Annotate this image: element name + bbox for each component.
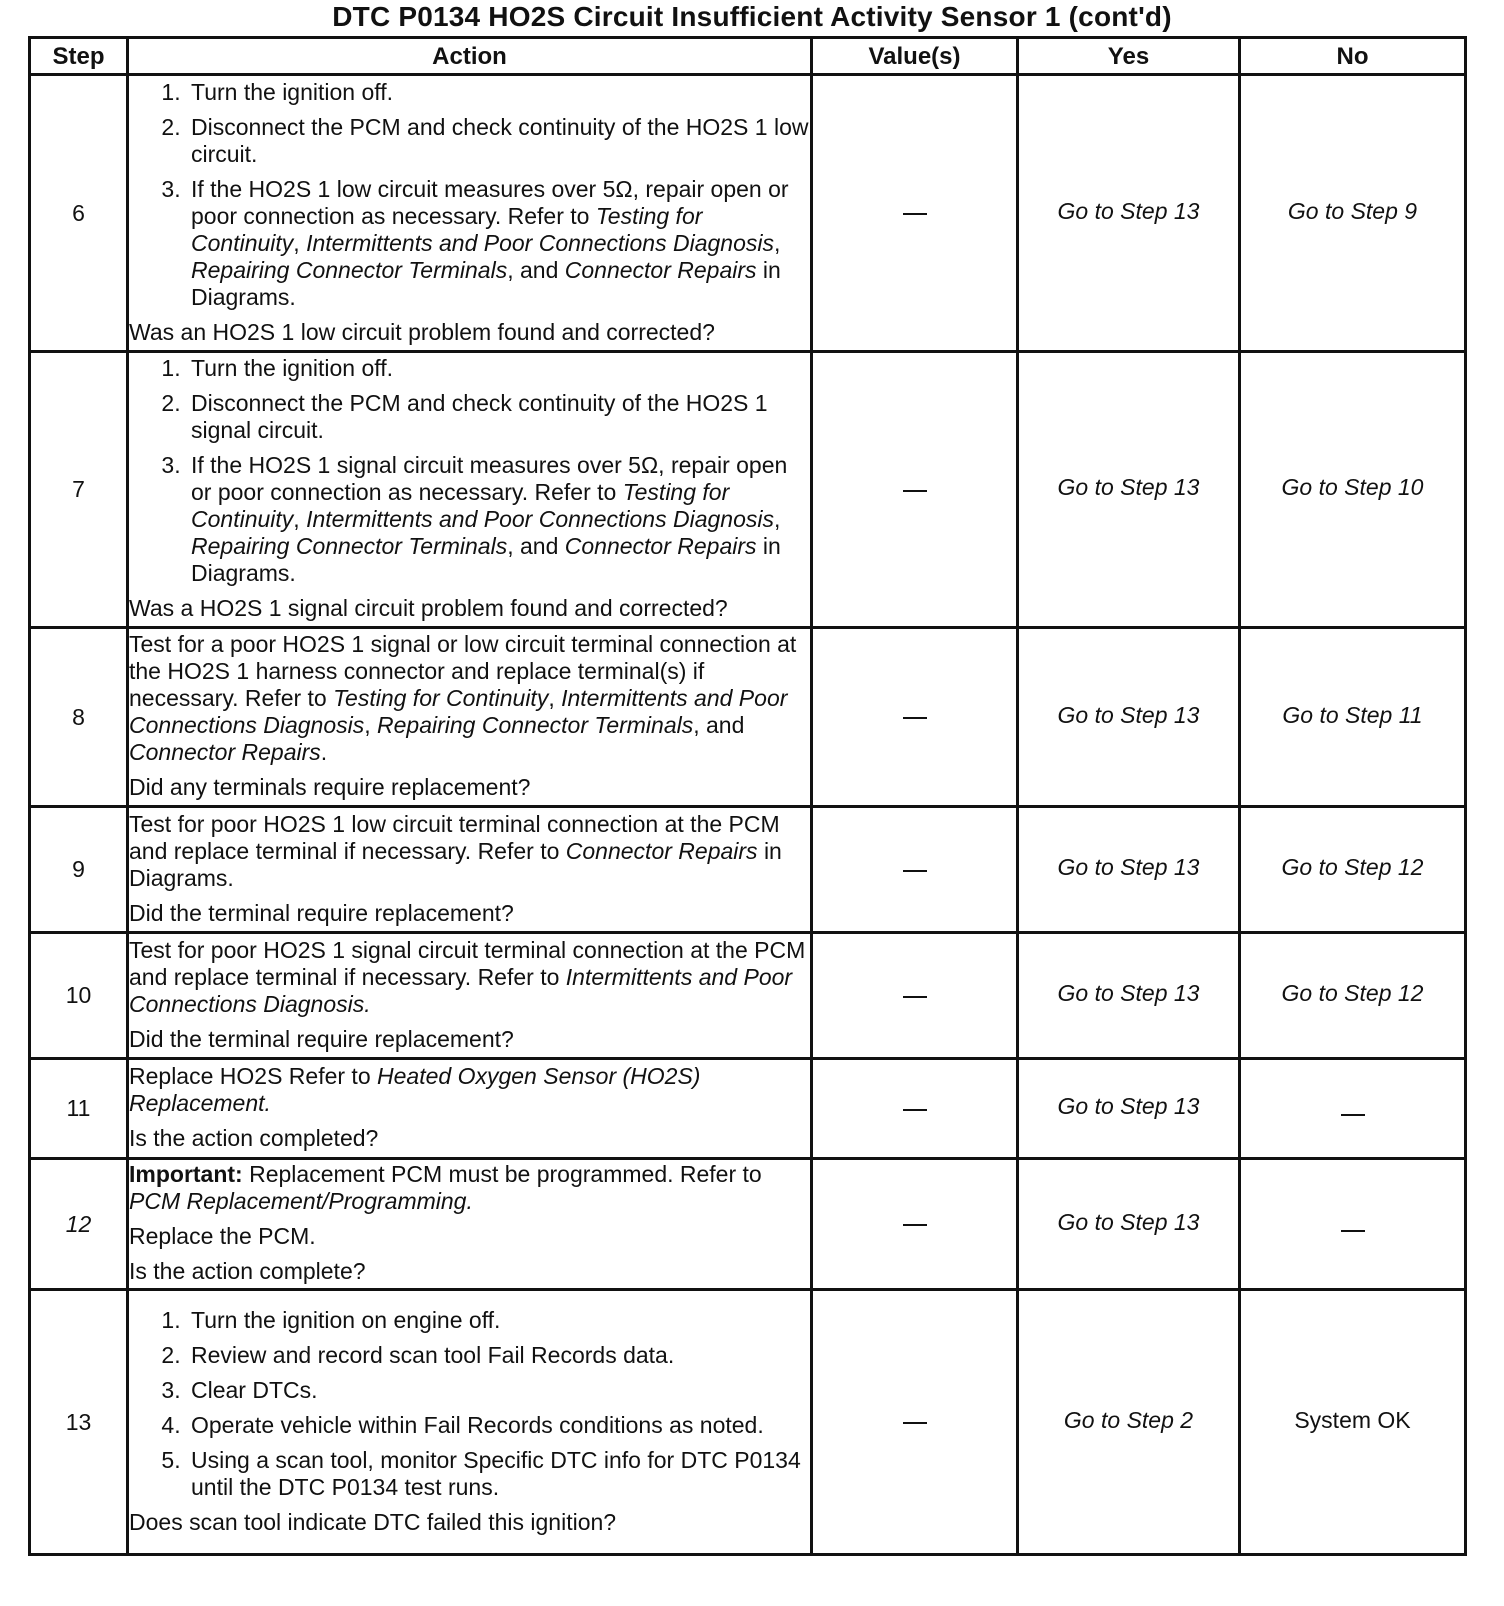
step-number: 13 <box>30 1290 128 1555</box>
yes-cell: Go to Step 13 <box>1018 352 1240 628</box>
reference-link: Intermittents and Poor Connections Diagnosis <box>129 685 788 738</box>
action-question: Does scan tool indicate DTC failed this ignition? <box>129 1508 617 1535</box>
value-cell <box>812 352 1018 628</box>
action-text: Test for poor HO2S 1 signal circuit terminal connection at the PCM and replace terminal if necessary. Refer to Intermittents and Poor Connections Diagnosis. <box>129 936 806 1017</box>
reference-link: Intermittents and Poor Connections Diagnosis <box>306 229 774 256</box>
reference-link: Repairing Connector Terminals <box>191 533 508 559</box>
reference-link: Connector Repairs <box>565 837 758 864</box>
value-cell <box>812 1159 1018 1290</box>
action-step: 2. Review and record scan tool Fail Records data. <box>187 1342 810 1369</box>
header-action: Action <box>128 38 812 75</box>
value-dash <box>903 870 927 872</box>
no-cell: Go to Step 11 <box>1240 628 1466 807</box>
action-question: Did the terminal require replacement? <box>129 1025 514 1052</box>
value-dash <box>903 996 927 998</box>
value-cell <box>812 1059 1018 1159</box>
action-cell <box>128 628 812 807</box>
important-label: Important: <box>129 1161 243 1187</box>
step-number: 10 <box>30 933 128 1059</box>
reference-link: Heated Oxygen Sensor (HO2S) Replacement. <box>129 1063 701 1116</box>
action-question: Did the terminal require replacement? <box>129 899 514 926</box>
header-value: Value(s) <box>812 38 1018 75</box>
reference-link: Intermittents and Poor Connections Diagnosis. <box>129 963 793 1017</box>
action-text: Test for a poor HO2S 1 signal or low circuit terminal connection at the HO2S 1 harness connector and replace terminal(s) if necessary. Refer to Testing for Continuity, Intermittents and Poor Connections Diagnosis, Repairing Connector Terminals, and Connector Repairs. <box>129 631 797 765</box>
action-text: Replace the PCM. <box>129 1223 316 1249</box>
table-row-step-13 <box>30 1290 1466 1555</box>
table-row-step-10 <box>30 933 1466 1059</box>
table-row-step-11 <box>30 1059 1466 1159</box>
action-steps-list <box>129 1307 810 1501</box>
action-cell <box>128 1159 812 1290</box>
yes-cell: Go to Step 13 <box>1018 807 1240 933</box>
no-cell: Go to Step 9 <box>1240 75 1466 352</box>
action-steps-list <box>129 355 810 587</box>
value-cell <box>812 628 1018 807</box>
action-question: Was a HO2S 1 signal circuit problem found and corrected? <box>129 595 728 621</box>
value-dash <box>903 1109 927 1111</box>
document-title: DTC P0134 HO2S Circuit Insufficient Activity Sensor 1 (cont'd) <box>332 1 1172 32</box>
action-question: Did any terminals require replacement? <box>129 774 531 800</box>
action-step: 5. Using a scan tool, monitor Specific DTC info for DTC P0134 until the DTC P0134 test runs. <box>187 1447 810 1501</box>
step-number: 7 <box>30 352 128 628</box>
value-dash <box>903 717 927 719</box>
step-number: 11 <box>30 1059 128 1159</box>
no-cell <box>1240 1159 1466 1290</box>
action-cell <box>128 933 812 1059</box>
reference-link: Repairing Connector Terminals <box>377 712 694 738</box>
table-header-row <box>30 38 1466 75</box>
action-step: 1. Turn the ignition off. <box>187 79 810 106</box>
value-cell <box>812 933 1018 1059</box>
reference-link: Testing for Continuity <box>333 685 549 711</box>
action-step: 2. Disconnect the PCM and check continuity of the HO2S 1 low circuit. <box>187 114 810 168</box>
step-number: 6 <box>30 75 128 352</box>
yes-cell: Go to Step 2 <box>1018 1290 1240 1555</box>
header-step: Step <box>30 38 128 75</box>
action-step: 1. Turn the ignition on engine off. <box>187 1307 810 1334</box>
no-cell: Go to Step 12 <box>1240 807 1466 933</box>
yes-cell: Go to Step 13 <box>1018 628 1240 807</box>
action-question: Is the action complete? <box>129 1258 366 1284</box>
step-number: 8 <box>30 628 128 807</box>
yes-cell: Go to Step 13 <box>1018 1059 1240 1159</box>
table-row-step-7 <box>30 352 1466 628</box>
table-row-step-6 <box>30 75 1466 352</box>
no-dash <box>1341 1114 1365 1116</box>
step-number: 9 <box>30 807 128 933</box>
action-cell <box>128 352 812 628</box>
action-step: 2. Disconnect the PCM and check continuity of the HO2S 1 signal circuit. <box>187 390 810 444</box>
value-cell <box>812 75 1018 352</box>
action-cell <box>128 1290 812 1555</box>
reference-link: Connector Repairs <box>564 256 757 283</box>
value-dash <box>903 1224 927 1226</box>
yes-cell: Go to Step 13 <box>1018 1159 1240 1290</box>
reference-link: Connector Repairs <box>564 533 757 559</box>
action-question: Is the action completed? <box>129 1125 379 1151</box>
table-row-step-9 <box>30 807 1466 933</box>
reference-link: Connector Repairs <box>129 739 321 765</box>
no-cell: Go to Step 12 <box>1240 933 1466 1059</box>
value-dash <box>903 213 927 215</box>
action-step: 3. If the HO2S 1 low circuit measures over 5Ω, repair open or poor connection as necessary. Refer to Testing for Continuity, Intermittents and Poor Connections Diagnosis, Repairing Connector Terminals, and Connector Repairs in Diagrams. <box>187 176 810 311</box>
value-cell <box>812 807 1018 933</box>
yes-cell: Go to Step 13 <box>1018 75 1240 352</box>
value-dash <box>903 490 927 492</box>
header-no: No <box>1240 38 1466 75</box>
action-step: 1. Turn the ignition off. <box>187 355 810 382</box>
value-dash <box>903 1422 927 1424</box>
action-steps-list <box>129 79 810 311</box>
reference-link: Testing for Continuity <box>191 479 730 532</box>
no-dash <box>1341 1230 1365 1232</box>
action-step: 4. Operate vehicle within Fail Records conditions as noted. <box>187 1412 810 1439</box>
action-cell <box>128 1059 812 1159</box>
reference-link: Testing for Continuity <box>191 202 703 256</box>
action-cell <box>128 75 812 352</box>
reference-link: Repairing Connector Terminals <box>191 256 508 283</box>
action-text: Test for poor HO2S 1 low circuit terminal connection at the PCM and replace terminal if necessary. Refer to Connector Repairs in Diagrams. <box>129 810 782 891</box>
header-yes: Yes <box>1018 38 1240 75</box>
action-cell <box>128 807 812 933</box>
yes-cell: Go to Step 13 <box>1018 933 1240 1059</box>
table-row-step-12 <box>30 1159 1466 1290</box>
dtc-procedure-table <box>28 36 1467 1556</box>
reference-link: PCM Replacement/Programming. <box>129 1188 473 1214</box>
action-step: 3. Clear DTCs. <box>187 1377 810 1404</box>
no-cell: Go to Step 10 <box>1240 352 1466 628</box>
important-note: Important: Replacement PCM must be programmed. Refer to PCM Replacement/Programming. <box>129 1161 762 1214</box>
value-cell <box>812 1290 1018 1555</box>
action-text: Replace HO2S Refer to Heated Oxygen Sensor (HO2S) Replacement. <box>129 1063 701 1116</box>
no-cell <box>1240 1059 1466 1159</box>
reference-link: Intermittents and Poor Connections Diagnosis <box>306 506 774 532</box>
action-step: 3. If the HO2S 1 signal circuit measures over 5Ω, repair open or poor connection as necessary. Refer to Testing for Continuity, Intermittents and Poor Connections Diagnosis, Repairing Connector Terminals, and Connector Repairs in Diagrams. <box>187 452 810 587</box>
no-cell: System OK <box>1240 1290 1466 1555</box>
table-row-step-8 <box>30 628 1466 807</box>
step-number: 12 <box>30 1159 128 1290</box>
action-question: Was an HO2S 1 low circuit problem found and corrected? <box>129 318 715 345</box>
